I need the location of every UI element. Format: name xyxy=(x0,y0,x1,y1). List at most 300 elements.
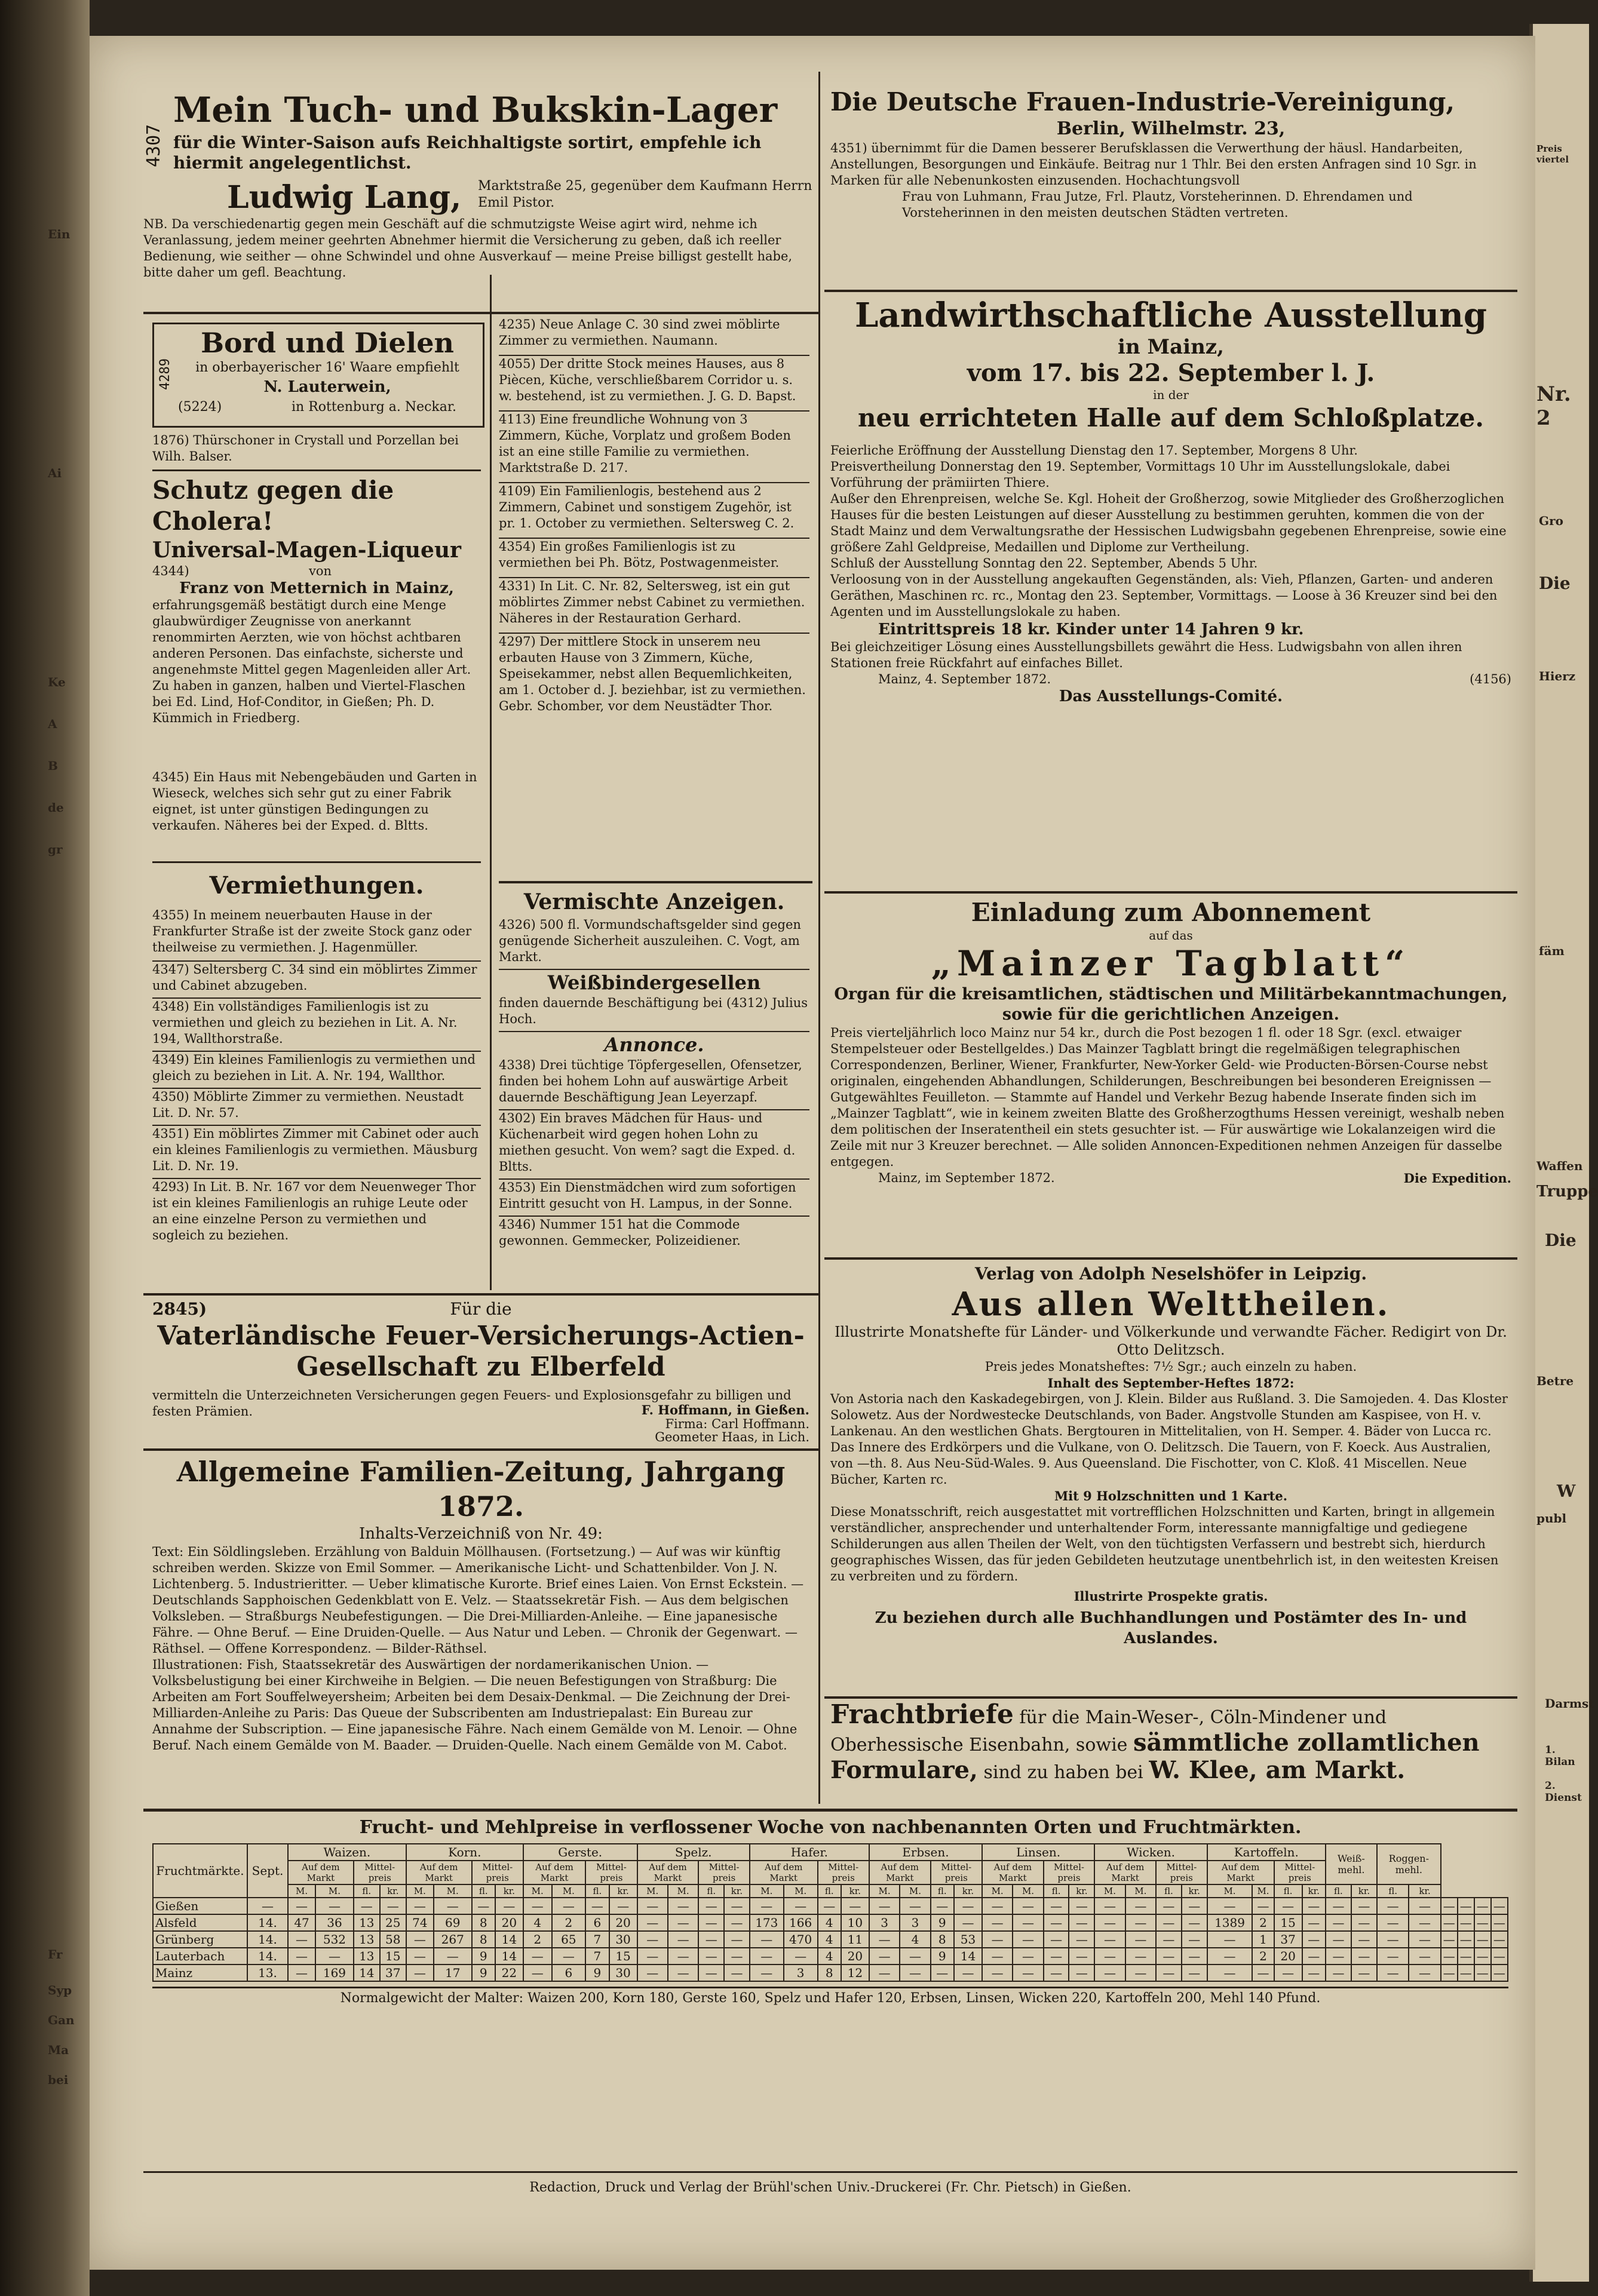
ad-headline: Annonce. xyxy=(499,1031,809,1057)
price-cell: 11 xyxy=(841,1931,869,1948)
divider xyxy=(143,312,818,314)
price-cell: — xyxy=(1156,1931,1182,1948)
price-cell: — xyxy=(1491,1948,1508,1965)
unit-header: kr. xyxy=(609,1884,637,1898)
price-cell: — xyxy=(1044,1931,1069,1948)
fragment: A xyxy=(48,717,57,731)
unit-header: M. xyxy=(900,1884,930,1898)
vermiethungen xyxy=(152,869,481,1287)
price-cell: — xyxy=(288,1965,315,1981)
ad-toc-heading: Inhalt des September-Heftes 1872: xyxy=(1047,1376,1295,1391)
ad-signature: Das Ausstellungs-Comité. xyxy=(1059,687,1283,705)
ad-number: 2845) xyxy=(152,1299,207,1319)
price-cell: 65 xyxy=(552,1931,586,1948)
price-cell: — xyxy=(1069,1948,1094,1965)
column-header: Kartoffeln. xyxy=(1207,1844,1326,1861)
price-cell: — xyxy=(698,1914,724,1931)
price-cell: — xyxy=(1156,1948,1182,1965)
ad-number: (4156) xyxy=(1470,672,1511,686)
price-cell: — xyxy=(406,1948,434,1965)
unit-header: kr. xyxy=(1069,1884,1094,1898)
unit-header: kr. xyxy=(495,1884,523,1898)
price-cell: — xyxy=(1094,1931,1125,1948)
price-cell: — xyxy=(982,1965,1013,1981)
ad-body: für die Winter-Saison aufs Reichhaltigste sortirt, empfehle ich hiermit angelegentlichst. xyxy=(173,133,762,173)
price-cell: — xyxy=(954,1965,982,1981)
price-cell: — xyxy=(434,1948,472,1965)
ad-note: Illustrirte Prospekte gratis. xyxy=(1073,1589,1268,1604)
list-item: 4355) In meinem neuerbauten Hause in der Frankfurter Straße ist der zweite Stock ganz oder theilweise zu vermiethen. J. Hagenmüller. xyxy=(152,908,472,954)
price-cell: — xyxy=(724,1965,750,1981)
price-cell: — xyxy=(1069,1965,1094,1981)
price-cell: — xyxy=(1377,1914,1409,1931)
price-cell: — xyxy=(1474,1965,1491,1981)
price-cell: — xyxy=(1044,1898,1069,1914)
ad-toc: Von Astoria nach den Kaskadegebirgen, von J. Klein. Bilder aus Rußland. 3. Die Samojeden. 4. Das Kloster Solowetz. Aus der Nordwestecke Deutschlands, von Bader. Angstvolle Stunden am Kaspisee, von H. v. Lankenau. An den westlichen Ghats. Bergtouren in Mittelitalien, von H. Semper. 4. Bäder von Lucca rc. Das Innere des Erdkörpers und die Vulkane, von O. Delitzsch. Die Tauern, von F. Koeck. Aus Australien, von —th. 8. Aus Neu-Süd-Wales. 9. Aus Queensland. Die Fischotter, von C. Kloß. 41 Miscellen. Neue Bücher, Karten rc. xyxy=(830,1392,1508,1487)
subheader-mittelpreis: Mittel-preis xyxy=(818,1861,869,1884)
column-2-listings xyxy=(499,317,809,878)
list-item: 4348) Ein vollständiges Familienlogis ist zu vermiethen und gleich zu beziehen in Lit. A. Nr. 194, Wallthorstraße. xyxy=(152,997,481,1047)
ad-cholera xyxy=(152,475,481,776)
ad-mainzer-tagblatt xyxy=(830,897,1511,1253)
price-cell: 6 xyxy=(552,1965,586,1981)
market-name: Gießen xyxy=(153,1898,247,1914)
price-cell: — xyxy=(1274,1965,1302,1981)
unit-header: fl. xyxy=(1274,1884,1302,1898)
ad-body: Illustrationen: Fish, Staatssekretär des Auswärtigen der nordamerikanischen Union. — Volksbelustigung bei einer Kirchweihe in Belgien. — Die neuen Befestigungen von Straßburg: Die Arbeiten am Fort Souffelweyersheim; Arbeiten bei dem Desaix-Denkmal. — Die Zeichnung der Drei-Milliarden-Anleihe zu Paris: Das Queue der Subscribenten am Industriepalast: Ein Bureau zur Annahme der Subscription. — Eine japanesische Fähre. Nach einem Gemälde von M. Lenoir. — Ohne Beruf. Nach einem Gemälde von M. Baader. — Druiden-Quelle. Nach einem Gemälde von M. Cabot. xyxy=(152,1657,798,1752)
price-cell: — xyxy=(1013,1931,1043,1948)
price-cell: — xyxy=(1207,1948,1253,1965)
price-cell: 2 xyxy=(552,1914,586,1931)
price-cell: — xyxy=(1409,1898,1440,1914)
market-name: Grünberg xyxy=(153,1931,247,1948)
list-item: 4235) Neue Anlage C. 30 sind zwei möblirte Zimmer zu vermiethen. Naumann. xyxy=(499,317,780,348)
ad-headline: Die Deutsche Frauen-Industrie-Vereinigung, xyxy=(830,87,1455,116)
price-cell: 47 xyxy=(288,1914,315,1931)
subheader-auf-dem-markt: Auf dem Markt xyxy=(406,1861,472,1884)
ad-ausstellung xyxy=(830,296,1511,887)
subheader-auf-dem-markt: Auf dem Markt xyxy=(288,1861,354,1884)
price-cell: 14 xyxy=(354,1965,380,1981)
price-cell: — xyxy=(1156,1898,1182,1914)
price-cell: 4 xyxy=(523,1914,552,1931)
price-cell: 1389 xyxy=(1207,1914,1253,1931)
price-cell: — xyxy=(1302,1965,1326,1981)
imprint: Redaction, Druck und Verlag der Brühl'schen Univ.-Druckerei (Fr. Chr. Pietsch) in Gießen. xyxy=(529,2180,1131,2195)
price-table-section xyxy=(152,1816,1508,2150)
price-cell: — xyxy=(931,1965,954,1981)
price-cell: 14 xyxy=(495,1948,523,1965)
price-cell: — xyxy=(1069,1931,1094,1948)
ad-body: sind zu haben bei xyxy=(983,1762,1143,1783)
ad-frauen-industrie xyxy=(830,87,1511,284)
price-cell: — xyxy=(1351,1898,1377,1914)
price-cell: 3 xyxy=(869,1914,900,1931)
price-cell: 20 xyxy=(495,1914,523,1931)
subheader-mittelpreis: Mittel-preis xyxy=(585,1861,637,1884)
price-cell: — xyxy=(1409,1931,1440,1948)
subheader-mittelpreis: Mittel-preis xyxy=(931,1861,982,1884)
subheader-auf-dem-markt: Auf dem Markt xyxy=(1094,1861,1156,1884)
price-cell: — xyxy=(1252,1965,1274,1981)
unit-header: M. xyxy=(406,1884,434,1898)
price-cell: 15 xyxy=(1274,1914,1302,1931)
list-item: 4293) In Lit. B. Nr. 167 vor dem Neuenweger Thor ist ein kleines Familienlogis an ruhige Leute oder an eine einzelne Person zu vermiethen und sogleich zu beziehen. xyxy=(152,1178,481,1244)
price-cell: 37 xyxy=(1274,1931,1302,1948)
price-cell: 2 xyxy=(1252,1948,1274,1965)
column-header: Korn. xyxy=(406,1844,523,1861)
price-cell: — xyxy=(1377,1948,1409,1965)
ad-headline: Allgemeine Familien-Zeitung, Jahrgang 1872. xyxy=(176,1456,786,1523)
price-cell: 2 xyxy=(1252,1914,1274,1931)
price-cell: 58 xyxy=(380,1931,406,1948)
ad-headline: Aus allen Welttheilen. xyxy=(952,1285,1390,1323)
price-cell: — xyxy=(1441,1931,1458,1948)
ad-paragraph: Eintrittspreis 18 kr. Kinder unter 14 Jahren 9 kr. xyxy=(878,621,1304,639)
subheader-mittelpreis: Mittel-preis xyxy=(1156,1861,1207,1884)
price-cell: — xyxy=(982,1931,1013,1948)
ad-headline: Vaterländische Feuer-Versicherungs-Actien-Gesellschaft zu Elberfeld xyxy=(157,1321,805,1382)
fragment: Nr. 2 xyxy=(1536,382,1571,430)
list-item: 4354) Ein großes Familienlogis ist zu vermiethen bei Ph. Bötz, Postwagenmeister. xyxy=(499,538,809,571)
price-cell: — xyxy=(1377,1965,1409,1981)
divider xyxy=(499,881,812,883)
price-cell: — xyxy=(982,1914,1013,1931)
ad-body: 4338) Drei tüchtige Töpfergesellen, Ofensetzer, finden bei hohem Lohn auf auswärtige Arbeit dauernde Beschäftigung Jean Leyerzapf. xyxy=(499,1058,802,1104)
ad-tuch-lager xyxy=(143,90,812,311)
newspaper-page xyxy=(90,36,1535,2270)
price-cell: 53 xyxy=(954,1931,982,1948)
price-cell: — xyxy=(1491,1914,1508,1931)
unit-header: M. xyxy=(1125,1884,1156,1898)
market-date: 13. xyxy=(247,1965,288,1981)
price-cell: — xyxy=(1441,1948,1458,1965)
price-cell: 9 xyxy=(931,1948,954,1965)
price-cell: — xyxy=(288,1931,315,1948)
price-cell: 9 xyxy=(585,1965,609,1981)
price-cell: — xyxy=(1441,1898,1458,1914)
price-cell: 13 xyxy=(354,1931,380,1948)
price-cell: — xyxy=(1094,1898,1125,1914)
price-cell: — xyxy=(1409,1948,1440,1965)
price-cell: — xyxy=(1156,1914,1182,1931)
price-cell: — xyxy=(1458,1965,1474,1981)
divider xyxy=(824,1257,1517,1260)
column-rule xyxy=(490,275,492,1290)
fragment: W xyxy=(1557,1481,1576,1501)
ad-signature: Frau von Luhmann, Frau Jutze, Frl. Plautz, Vorsteherinnen. D. Ehrendamen und Vorsteherinnen in den meisten deutschen Städten vertreten. xyxy=(902,189,1413,220)
ad-note: Mit 9 Holzschnitten und 1 Karte. xyxy=(1054,1488,1288,1503)
price-cell: 470 xyxy=(784,1931,818,1948)
subheader-mittelpreis: Mittel-preis xyxy=(1044,1861,1095,1884)
fragment: Ke xyxy=(48,675,66,689)
price-cell: — xyxy=(1351,1965,1377,1981)
ad-haus: 4345) Ein Haus mit Nebengebäuden und Garten in Wieseck, welches sich sehr gut zu einer Fabrik eignet, ist unter günstigen Bedingungen zu verkaufen. Näheres bei der Exped. d. Bltts. xyxy=(152,770,477,833)
unit-header: kr. xyxy=(1351,1884,1377,1898)
price-cell: — xyxy=(523,1898,552,1914)
price-cell: — xyxy=(931,1898,954,1914)
list-item: 4302) Ein braves Mädchen für Haus- und Küchenarbeit wird gegen hohen Lohn zu miethen gesucht. Von wem? sagt die Exped. d. Bltts. xyxy=(499,1109,809,1175)
ad-label: auf das xyxy=(1149,928,1193,943)
price-cell: 12 xyxy=(841,1965,869,1981)
ad-signature: Die Expedition. xyxy=(1403,1171,1511,1186)
unit-header: fl. xyxy=(1156,1884,1182,1898)
price-cell: — xyxy=(1474,1898,1491,1914)
price-cell: — xyxy=(1125,1931,1156,1948)
ad-maker: Franz von Metternich in Mainz, xyxy=(179,579,454,597)
fragment: Waffen xyxy=(1536,1159,1583,1173)
list-item: 4349) Ein kleines Familienlogis zu vermiethen und gleich zu beziehen in Lit. A. Nr. 194, Wallthor. xyxy=(152,1051,481,1084)
divider xyxy=(143,1448,818,1451)
divider xyxy=(824,1696,1517,1699)
fragment: Betre xyxy=(1536,1374,1574,1388)
price-cell: — xyxy=(869,1898,900,1914)
price-cell: — xyxy=(406,1898,434,1914)
section-heading: Vermiethungen. xyxy=(209,871,424,900)
unit-header: M. xyxy=(434,1884,472,1898)
price-cell: — xyxy=(288,1948,315,1965)
price-cell: — xyxy=(1351,1931,1377,1948)
unit-header: kr. xyxy=(380,1884,406,1898)
fragment: Truppe xyxy=(1536,1183,1598,1201)
price-cell: — xyxy=(841,1898,869,1914)
column-header: Wicken. xyxy=(1094,1844,1207,1861)
unit-header: fl. xyxy=(818,1884,841,1898)
price-cell: — xyxy=(1094,1948,1125,1965)
list-item: 4346) Nummer 151 hat die Commode gewonnen. Gemmecker, Polizeidiener. xyxy=(499,1215,809,1249)
ad-subheading: Illustrirte Monatshefte für Länder- und Völkerkunde und verwandte Fächer. Redigirt von Dr. Otto Delitzsch. xyxy=(835,1324,1507,1358)
price-cell: — xyxy=(1326,1965,1351,1981)
ad-headline: Bord und Dielen xyxy=(201,327,454,359)
price-cell: — xyxy=(1013,1948,1043,1965)
ad-dates: vom 17. bis 22. September l. J. xyxy=(967,359,1375,387)
price-cell: — xyxy=(523,1965,552,1981)
price-cell: 14 xyxy=(495,1931,523,1948)
price-cell: — xyxy=(1156,1965,1182,1981)
ad-by: von xyxy=(308,564,332,578)
unit-header: M. xyxy=(784,1884,818,1898)
price-cell: — xyxy=(1326,1914,1351,1931)
price-cell: — xyxy=(637,1931,668,1948)
divider xyxy=(824,290,1517,292)
price-cell: — xyxy=(698,1948,724,1965)
ad-headline: Mein Tuch- und Bukskin-Lager xyxy=(173,90,778,130)
list-item: 4350) Möblirte Zimmer zu vermiethen. Neustadt Lit. D. Nr. 57. xyxy=(152,1088,481,1121)
price-cell: — xyxy=(1207,1931,1253,1948)
unit-header: M. xyxy=(637,1884,668,1898)
price-cell: — xyxy=(818,1898,841,1914)
ad-title: „Mainzer Tagblatt“ xyxy=(931,943,1411,984)
ad-headline: Weißbindergesellen xyxy=(499,969,809,995)
price-cell: — xyxy=(668,1898,698,1914)
column-header: Roggen-mehl. xyxy=(1377,1844,1441,1884)
ad-label: Für die xyxy=(450,1299,512,1319)
unit-header: kr. xyxy=(1302,1884,1326,1898)
price-cell: — xyxy=(1491,1898,1508,1914)
column-header: Sept. xyxy=(247,1844,288,1898)
price-cell: 30 xyxy=(609,1931,637,1948)
fragment: Fr xyxy=(48,1947,63,1962)
price-cell: 4 xyxy=(818,1914,841,1931)
ad-bord-dielen xyxy=(152,323,484,428)
fragment: Die xyxy=(1539,573,1571,593)
price-cell: — xyxy=(668,1948,698,1965)
price-cell: — xyxy=(1094,1914,1125,1931)
price-cell: 8 xyxy=(472,1914,495,1931)
subheader-auf-dem-markt: Auf dem Markt xyxy=(1207,1861,1274,1884)
price-cell: 2 xyxy=(523,1931,552,1948)
price-cell: — xyxy=(1207,1965,1253,1981)
ad-familien-zeitung xyxy=(152,1454,809,1807)
price-cell: — xyxy=(1125,1965,1156,1981)
price-cell: 20 xyxy=(1274,1948,1302,1965)
ad-subheading: Organ für die kreisamtlichen, städtischen und Militärbekanntmachungen, sowie für die gerichtlichen Anzeigen. xyxy=(834,985,1508,1024)
ad-note: Zu beziehen durch alle Buchhandlungen und Postämter des In- und Auslandes. xyxy=(875,1609,1467,1647)
ad-signature: F. Hoffmann, in Gießen. xyxy=(641,1402,809,1417)
unit-header: kr. xyxy=(724,1884,750,1898)
price-cell: — xyxy=(982,1898,1013,1914)
fragment: Die xyxy=(1545,1230,1576,1250)
price-cell: 7 xyxy=(585,1931,609,1948)
price-cell: — xyxy=(724,1914,750,1931)
price-cell: — xyxy=(698,1898,724,1914)
unit-header: M. xyxy=(1252,1884,1274,1898)
price-cell: — xyxy=(900,1948,930,1965)
unit-header: M. xyxy=(523,1884,552,1898)
price-cell: — xyxy=(1044,1948,1069,1965)
ad-signature: Firma: Carl Hoffmann. xyxy=(665,1417,809,1431)
price-cell: — xyxy=(724,1931,750,1948)
divider xyxy=(152,861,481,863)
price-cell: — xyxy=(1458,1898,1474,1914)
price-cell: 173 xyxy=(750,1914,784,1931)
price-cell: — xyxy=(724,1948,750,1965)
ad-name: W. Klee, am Markt. xyxy=(1149,1756,1406,1784)
unit-header: M. xyxy=(552,1884,586,1898)
price-cell: — xyxy=(1474,1948,1491,1965)
list-item: 4297) Der mittlere Stock in unserem neu erbauten Hause von 3 Zimmern, Küche, Speisekammer, nebst allen Bequemlichkeiten, am 1. October d. J. beziehbar, ist zu vermiethen. Gebr. Schomber, vor dem Neustädter Thor. xyxy=(499,633,809,714)
price-cell: 22 xyxy=(495,1965,523,1981)
subheader-mittelpreis: Mittel-preis xyxy=(698,1861,750,1884)
price-cell: — xyxy=(869,1948,900,1965)
price-cell: — xyxy=(1207,1898,1253,1914)
fragment: gr xyxy=(48,842,63,857)
price-cell: — xyxy=(1302,1898,1326,1914)
ad-body: Diese Monatsschrift, reich ausgestattet mit vortrefflichen Holzschnitten und Karten, bringt in allgemein verständlicher, ansprechender und unterhaltender Form, interessante mannigfaltige und gediegene Schilderungen aus allen Theilen der Welt, von den tüchtigsten Verfassern und bestrebt sich, hierdurch geographisches Wissen, das für jeden Gebildeten heutzutage unentbehrlich ist, in den weitesten Kreisen zu verbreiten und zu fördern. xyxy=(830,1505,1499,1583)
ad-address: Marktstraße 25, gegenüber dem Kaufmann Herrn Emil Pistor. xyxy=(478,179,812,210)
price-cell: 13 xyxy=(354,1914,380,1931)
price-cell: — xyxy=(784,1898,818,1914)
price-cell: — xyxy=(315,1898,354,1914)
table-row xyxy=(153,1898,1508,1914)
list-item: 4351) Ein möblirtes Zimmer mit Cabinet oder auch ein kleines Familienlogis zu vermiethen. Mäusburg Lit. D. Nr. 19. xyxy=(152,1125,481,1174)
unit-header: kr. xyxy=(1182,1884,1207,1898)
ad-paragraph: Feierliche Eröffnung der Ausstellung Dienstag den 17. September, Morgens 8 Uhr. xyxy=(830,443,1358,458)
fragment: Hierz xyxy=(1539,669,1576,683)
price-cell: 7 xyxy=(585,1948,609,1965)
price-cell: — xyxy=(1326,1948,1351,1965)
price-cell: 169 xyxy=(315,1965,354,1981)
unit-header: fl. xyxy=(472,1884,495,1898)
price-cell: — xyxy=(1094,1965,1125,1981)
subheader-mittelpreis: Mittel-preis xyxy=(1274,1861,1326,1884)
price-cell: — xyxy=(354,1898,380,1914)
price-cell: — xyxy=(668,1914,698,1931)
price-cell: 532 xyxy=(315,1931,354,1948)
table-footer: Normalgewicht der Malter: Waizen 200, Korn 180, Gerste 160, Spelz und Hafer 120, Erbsen, Linsen, Wicken 220, Kartoffeln 200, Mehl 140 Pfund. xyxy=(152,1987,1508,2006)
price-cell: — xyxy=(1182,1898,1207,1914)
subheader-mittelpreis: Mittel-preis xyxy=(354,1861,406,1884)
price-cell: — xyxy=(637,1898,668,1914)
price-cell: 13 xyxy=(354,1948,380,1965)
price-cell: — xyxy=(900,1898,930,1914)
fragment: Syp xyxy=(48,1983,72,1997)
ad-name: Ludwig Lang, xyxy=(227,179,462,216)
divider xyxy=(143,1809,1517,1812)
price-cell: — xyxy=(406,1965,434,1981)
unit-header: kr. xyxy=(954,1884,982,1898)
unit-header: M. xyxy=(982,1884,1013,1898)
price-cell: 74 xyxy=(406,1914,434,1931)
subheader-auf-dem-markt: Auf dem Markt xyxy=(637,1861,699,1884)
price-cell: 17 xyxy=(434,1965,472,1981)
unit-header: kr. xyxy=(841,1884,869,1898)
table-title: Frucht- und Mehlpreise in verflossener Woche von nachbenannten Orten und Fruchtmärkten. xyxy=(359,1817,1302,1838)
price-cell: — xyxy=(900,1965,930,1981)
price-cell: 8 xyxy=(931,1931,954,1948)
ad-signature: Geometer Haas, in Lich. xyxy=(655,1430,809,1444)
table-row xyxy=(153,1914,1508,1931)
ad-number: 4289 xyxy=(158,358,173,390)
price-cell: — xyxy=(1302,1948,1326,1965)
price-cell: 37 xyxy=(380,1965,406,1981)
price-cell: — xyxy=(1252,1898,1274,1914)
price-cell: 8 xyxy=(472,1931,495,1948)
adjacent-page-right xyxy=(1529,24,1598,2282)
price-cell: — xyxy=(1182,1948,1207,1965)
price-cell: — xyxy=(1458,1914,1474,1931)
price-cell: — xyxy=(1044,1914,1069,1931)
price-cell: — xyxy=(495,1898,523,1914)
price-cell: — xyxy=(1069,1898,1094,1914)
unit-header: fl. xyxy=(1377,1884,1409,1898)
price-cell: — xyxy=(552,1948,586,1965)
ad-place: in Rottenburg a. Neckar. xyxy=(292,400,456,415)
ad-publisher: Verlag von Adolph Neselshöfer in Leipzig. xyxy=(974,1264,1367,1284)
price-cell: — xyxy=(954,1898,982,1914)
price-cell: — xyxy=(698,1931,724,1948)
unit-header: M. xyxy=(315,1884,354,1898)
price-cell: — xyxy=(1377,1931,1409,1948)
price-cell: 69 xyxy=(434,1914,472,1931)
price-cell: — xyxy=(1125,1898,1156,1914)
price-cell: — xyxy=(609,1898,637,1914)
price-cell: — xyxy=(1182,1931,1207,1948)
list-item: 4331) In Lit. C. Nr. 82, Seltersweg, ist ein gut möblirtes Zimmer nebst Cabinet zu vermiethen. Näheres in der Restauration Gerhard. xyxy=(499,577,809,627)
ad-number: 4344) xyxy=(152,564,189,578)
ad-price: Preis jedes Monatsheftes: 7½ Sgr.; auch einzeln zu haben. xyxy=(984,1359,1357,1374)
divider xyxy=(152,469,481,471)
market-name: Lauterbach xyxy=(153,1948,247,1965)
price-cell: — xyxy=(637,1914,668,1931)
price-cell: — xyxy=(585,1898,609,1914)
price-cell: 20 xyxy=(841,1948,869,1965)
fragment: Darmst xyxy=(1545,1696,1594,1711)
unit-header: M. xyxy=(1207,1884,1253,1898)
column-header: Gerste. xyxy=(523,1844,637,1861)
price-cell: — xyxy=(380,1898,406,1914)
subheader-mittelpreis: Mittel-preis xyxy=(472,1861,523,1884)
